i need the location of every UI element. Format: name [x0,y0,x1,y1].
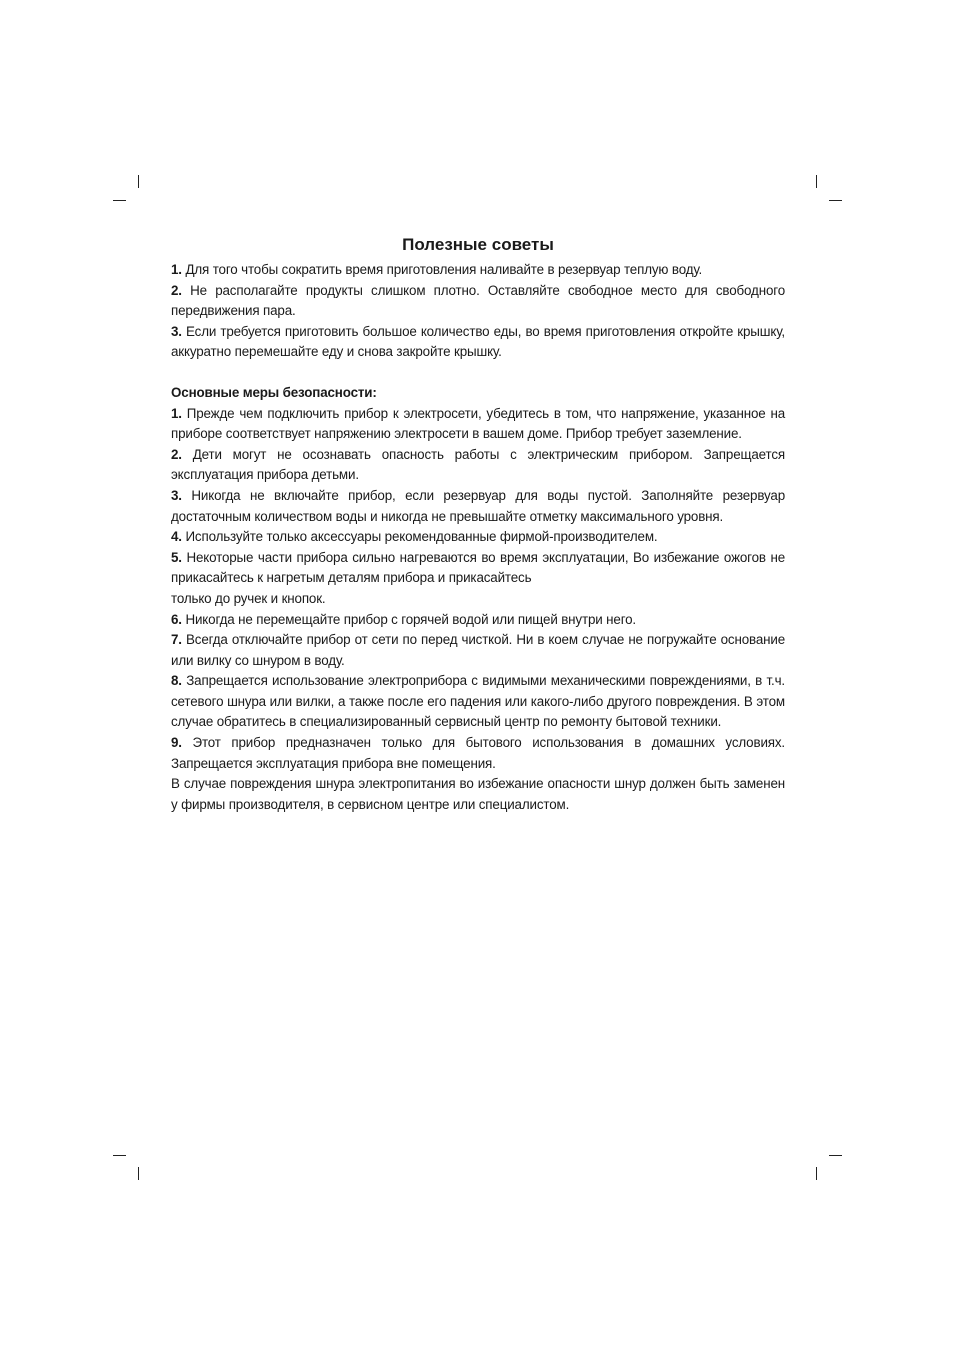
tip-number: 1. [171,262,182,277]
tip-text: Не располагайте продукты слишком плотно. Оставляйте свободное место для свободного передвижения пара. [171,282,785,319]
safety-text: Этот прибор предназначен только для бытового использования в домашних условиях. Запрещается эксплуатация прибора вне помещения. [171,735,785,771]
safety-closing-note: В случае повреждения шнура электропитания во избежание опасности шнур должен быть заменен у фирмы производителя, в сервисном центре или специалистом. [171,776,785,812]
tip-item-3 [171,322,785,363]
tips-title: Полезные советы [402,235,554,254]
safety-title: Основные меры безопасности: [171,384,377,400]
crop-mark-bottom-left-horizontal [113,1155,126,1156]
safety-item-1 [171,404,785,445]
crop-mark-bottom-right-vertical [816,1167,817,1180]
document-body [171,232,785,815]
safety-item-4 [171,527,785,548]
safety-text: Прежде чем подключить прибор к электросети, убедитесь в том, что напряжение, указанное на приборе соответствует напряжению электросети в вашем доме. Прибор требует заземление. [171,405,785,442]
safety-text: Запрещается использование электроприбора с видимыми механическими повреждениями, в т.ч. сетевого шнура или вилки, а также после его падения или какого-либо другого повреждения. В этом случае обратитесь в специализированный сервисный центр по ремонту бытовой техники. [171,673,785,730]
tip-number: 3. [171,323,182,339]
safety-item-5 [171,548,785,589]
tip-item-2 [171,281,785,322]
safety-item-7 [171,630,785,671]
safety-number: 5. [171,549,182,565]
safety-item-8 [171,671,785,733]
safety-text: Некоторые части прибора сильно нагреваются во время эксплуатации, Во избежание ожогов не прикасайтесь к нагретым деталям прибора и прикасайтесь [171,549,785,586]
section-spacer [171,363,785,383]
tip-item-1 [171,260,785,281]
crop-mark-top-right-horizontal [829,200,842,201]
safety-number: 1. [171,405,182,421]
safety-number: 9. [171,735,182,751]
safety-item-2 [171,445,785,486]
safety-number: 4. [171,529,182,545]
safety-number: 3. [171,487,182,503]
tip-text: Если требуется приготовить большое количество еды, во время приготовления откройте крышку, аккуратно перемешайте еду и снова закройте крышку. [171,323,785,360]
safety-item-3 [171,486,785,527]
safety-item-5-continuation: только до ручек и кнопок. [171,590,326,606]
safety-item-9 [171,733,785,774]
safety-text: Дети могут не осознавать опасность работы с электрическим прибором. Запрещается эксплуатация прибора детьми. [171,446,785,483]
safety-text: Никогда не перемещайте прибор с горячей водой или пищей внутри него. [181,611,637,627]
safety-text: Всегда отключайте прибор от сети по перед чисткой. Ни в коем случае не погружайте основание или вилку со шнуром в воду. [171,632,785,668]
safety-item-6 [171,610,785,631]
crop-mark-top-right-vertical [816,175,817,188]
safety-number: 6. [171,611,182,627]
safety-number: 2. [171,446,182,462]
crop-mark-top-left-horizontal [113,200,126,201]
safety-number: 7. [171,632,182,648]
crop-mark-bottom-right-horizontal [829,1155,842,1156]
tip-number: 2. [171,282,182,298]
crop-mark-bottom-left-vertical [138,1167,139,1180]
safety-text: Никогда не включайте прибор, если резервуар для воды пустой. Заполняйте резервуар достаточным количеством воды и никогда не превышайте отметку максимального уровня. [171,487,785,524]
tip-text: Для того чтобы сократить время приготовления наливайте в резервуар теплую воду. [181,262,703,277]
safety-text: Используйте только аксессуары рекомендованные фирмой-производителем. [181,529,658,545]
crop-mark-top-left-vertical [138,175,139,188]
safety-number: 8. [171,673,182,689]
